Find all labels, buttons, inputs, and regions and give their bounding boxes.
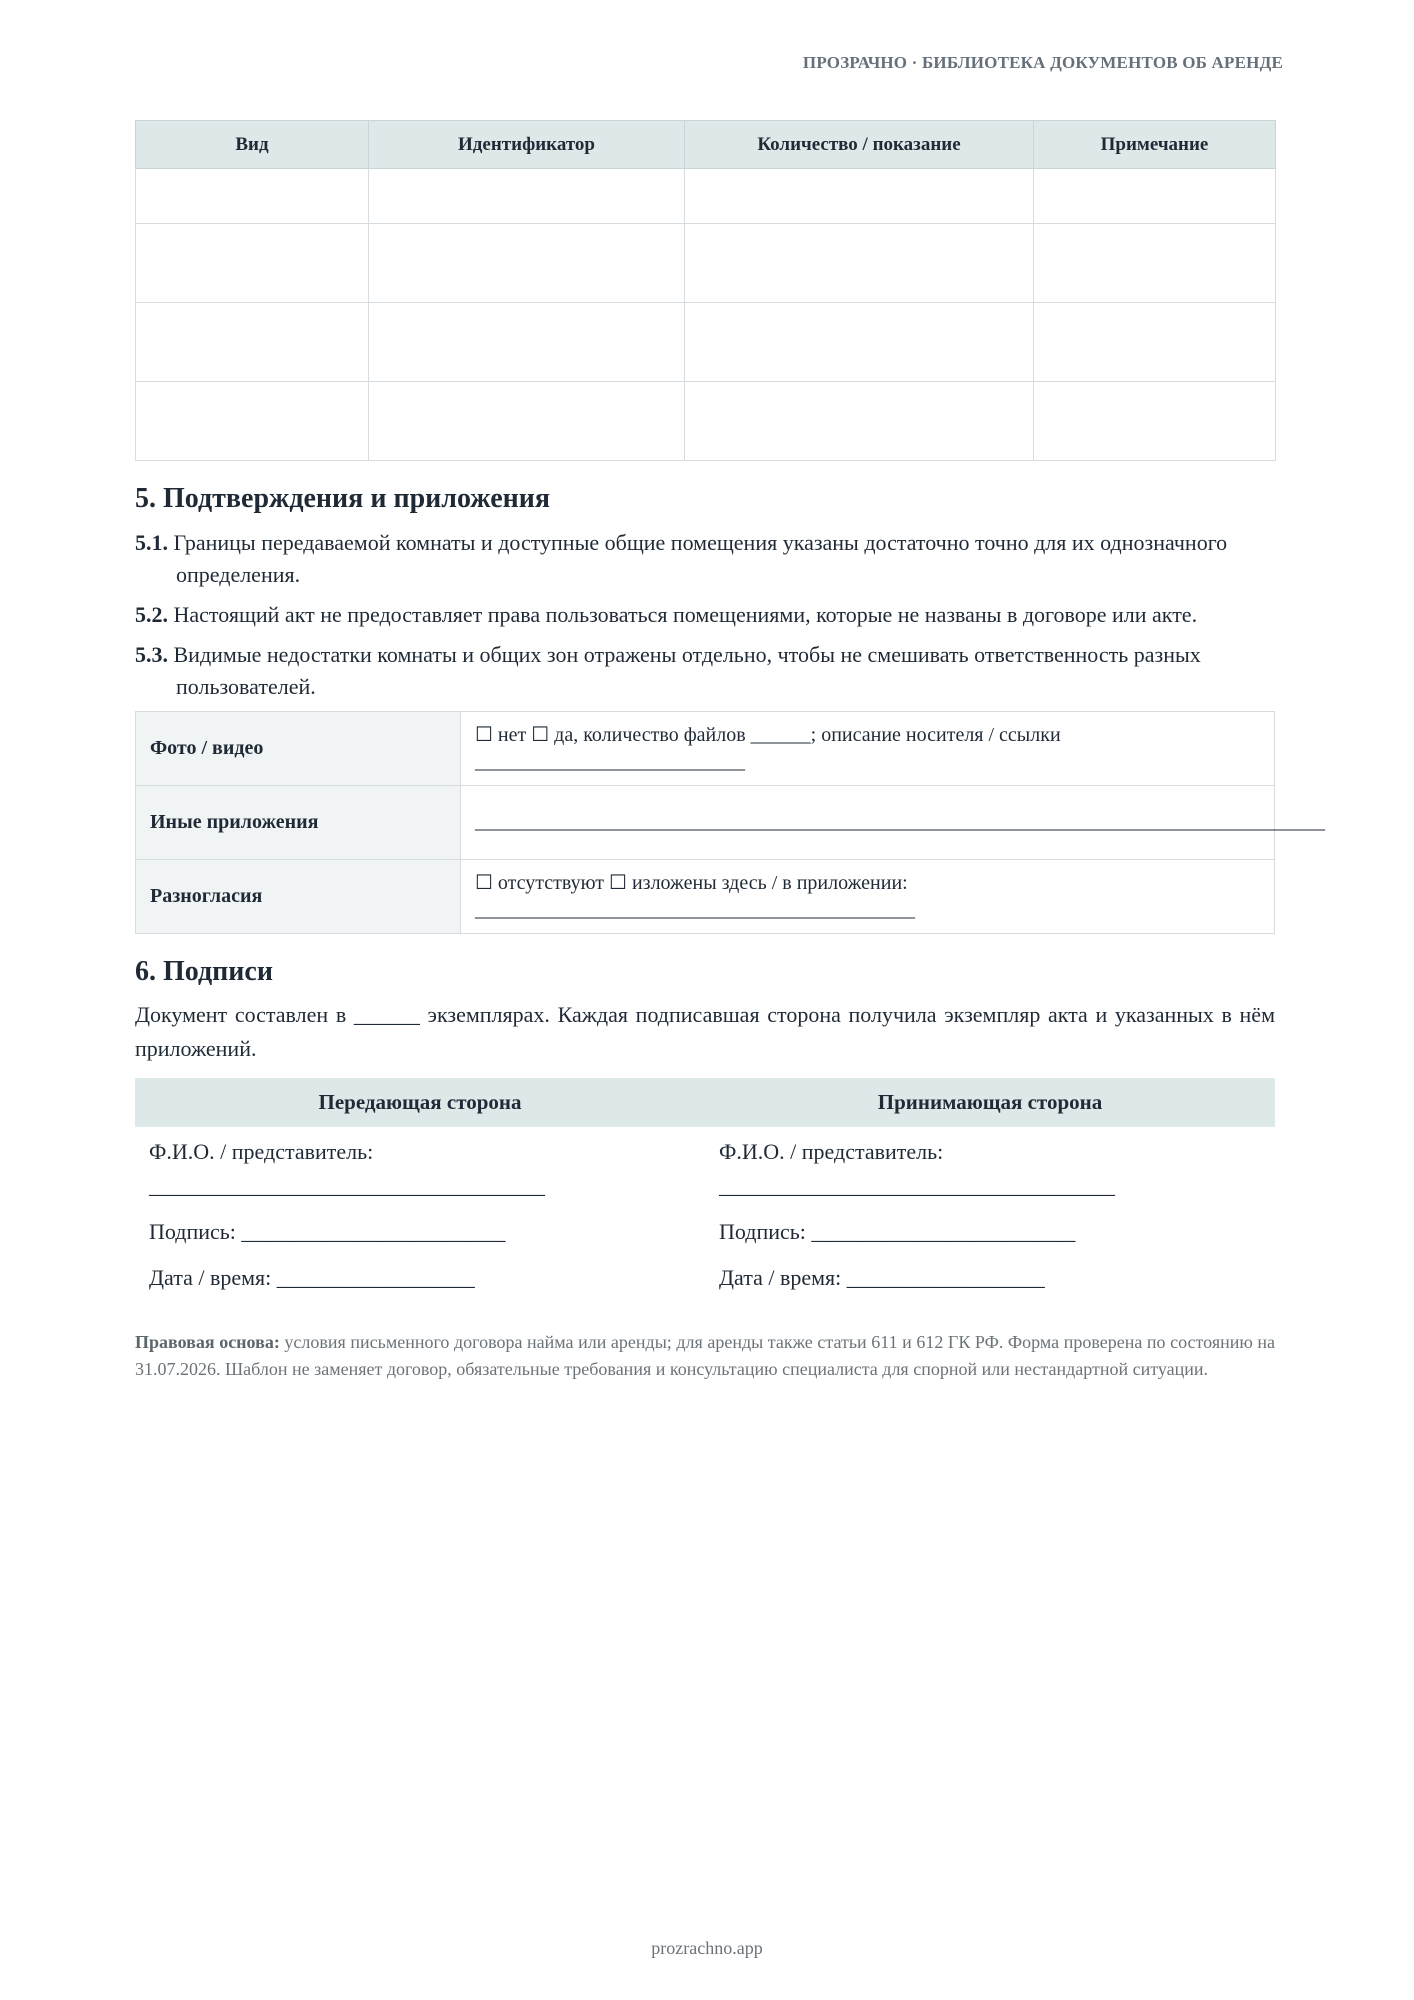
table-cell[interactable] xyxy=(1034,382,1276,461)
attachment-label: Разногласия xyxy=(136,860,461,934)
attachment-label: Фото / видео xyxy=(136,712,461,786)
section-5-title: 5. Подтверждения и приложения xyxy=(135,483,551,514)
name-field[interactable]: Ф.И.О. / представитель: ____________________________________ xyxy=(719,1139,1115,1198)
attachments-table xyxy=(135,711,1325,934)
clause-text: Границы передаваемой комнаты и доступные общие помещения указаны достаточно точно для их однозначного определения. xyxy=(173,530,1228,587)
clause-number: 5.2. xyxy=(135,602,168,627)
table-cell[interactable] xyxy=(685,303,1034,382)
signature-field[interactable]: Подпись: ________________________ xyxy=(149,1219,506,1244)
column-header: Вид xyxy=(136,121,369,169)
clause-text: Настоящий акт не предоставляет права пользоваться помещениями, которые не названы в договоре или акте. xyxy=(173,602,1198,627)
table-row xyxy=(136,786,1275,860)
attachment-value-field[interactable]: ☐ отсутствуют ☐ изложены здесь / в приложении: ____________________________________________ xyxy=(461,860,1275,934)
clause-list xyxy=(135,527,1275,703)
inventory-table xyxy=(135,120,1276,461)
clause-text: Видимые недостатки комнаты и общих зон отражены отдельно, чтобы не смешивать ответственность разных пользователей. xyxy=(173,642,1201,699)
party-title: Передающая сторона xyxy=(135,1078,705,1127)
table-row xyxy=(136,224,1276,303)
datetime-field[interactable]: Дата / время: __________________ xyxy=(149,1265,475,1290)
attachment-value-field[interactable]: _____________________________________________________________________________________ xyxy=(461,786,1275,860)
table-cell[interactable] xyxy=(369,382,685,461)
table-cell[interactable] xyxy=(369,224,685,303)
table-cell[interactable] xyxy=(685,382,1034,461)
datetime-field[interactable]: Дата / время: __________________ xyxy=(719,1265,1045,1290)
table-row xyxy=(136,382,1276,461)
table-row xyxy=(136,712,1275,786)
copies-paragraph: Документ составлен в ______ экземплярах. Каждая подписавшая сторона получила экземпляр акта и указанных в нём приложений. xyxy=(135,1002,1275,1061)
clause-number: 5.1. xyxy=(135,530,168,555)
party-title: Принимающая сторона xyxy=(705,1078,1275,1127)
clause-item xyxy=(135,599,1275,631)
table-row xyxy=(136,169,1276,224)
table-cell[interactable] xyxy=(685,169,1034,224)
table-cell[interactable] xyxy=(136,303,369,382)
section-6-title: 6. Подписи xyxy=(135,956,273,987)
table-cell[interactable] xyxy=(369,169,685,224)
document-body xyxy=(135,120,1325,1383)
table-header-row xyxy=(136,121,1276,169)
table-cell[interactable] xyxy=(1034,224,1276,303)
clause-number: 5.3. xyxy=(135,642,168,667)
legal-basis-note xyxy=(135,1329,1275,1383)
footer-site: prozrachno.app xyxy=(651,1938,763,1958)
clause-item xyxy=(135,639,1275,703)
signature-field[interactable]: Подпись: ________________________ xyxy=(719,1219,1076,1244)
table-cell[interactable] xyxy=(136,382,369,461)
transferring-party-block xyxy=(135,1127,705,1307)
table-row xyxy=(135,1127,1275,1307)
attachment-value-field[interactable]: ☐ нет ☐ да, количество файлов ______; описание носителя / ссылки ___________________________ xyxy=(461,712,1275,786)
table-cell[interactable] xyxy=(369,303,685,382)
column-header: Идентификатор xyxy=(369,121,685,169)
table-cell[interactable] xyxy=(136,224,369,303)
signatures-table xyxy=(135,1078,1275,1307)
table-row xyxy=(136,303,1276,382)
clause-item xyxy=(135,527,1275,591)
receiving-party-block xyxy=(705,1127,1275,1307)
page-header: ПРОЗРАЧНО · БИБЛИОТЕКА ДОКУМЕНТОВ ОБ АРЕНДЕ xyxy=(802,53,1283,72)
column-header: Количество / показание xyxy=(685,121,1034,169)
attachment-label: Иные приложения xyxy=(136,786,461,860)
table-row xyxy=(136,860,1275,934)
name-field[interactable]: Ф.И.О. / представитель: ____________________________________ xyxy=(149,1139,545,1198)
legal-basis-label: Правовая основа: xyxy=(135,1332,280,1352)
table-cell[interactable] xyxy=(1034,169,1276,224)
legal-basis-text: условия письменного договора найма или аренды; для аренды также статьи 611 и 612 ГК РФ. Форма проверена по состоянию на 31.07.2026. Шаблон не заменяет договор, обязательные требования и консультацию специалиста для спорной или нестандартной ситуации. xyxy=(135,1332,1276,1379)
table-cell[interactable] xyxy=(1034,303,1276,382)
table-cell[interactable] xyxy=(685,224,1034,303)
table-header-row xyxy=(135,1078,1275,1127)
column-header: Примечание xyxy=(1034,121,1276,169)
table-cell[interactable] xyxy=(136,169,369,224)
